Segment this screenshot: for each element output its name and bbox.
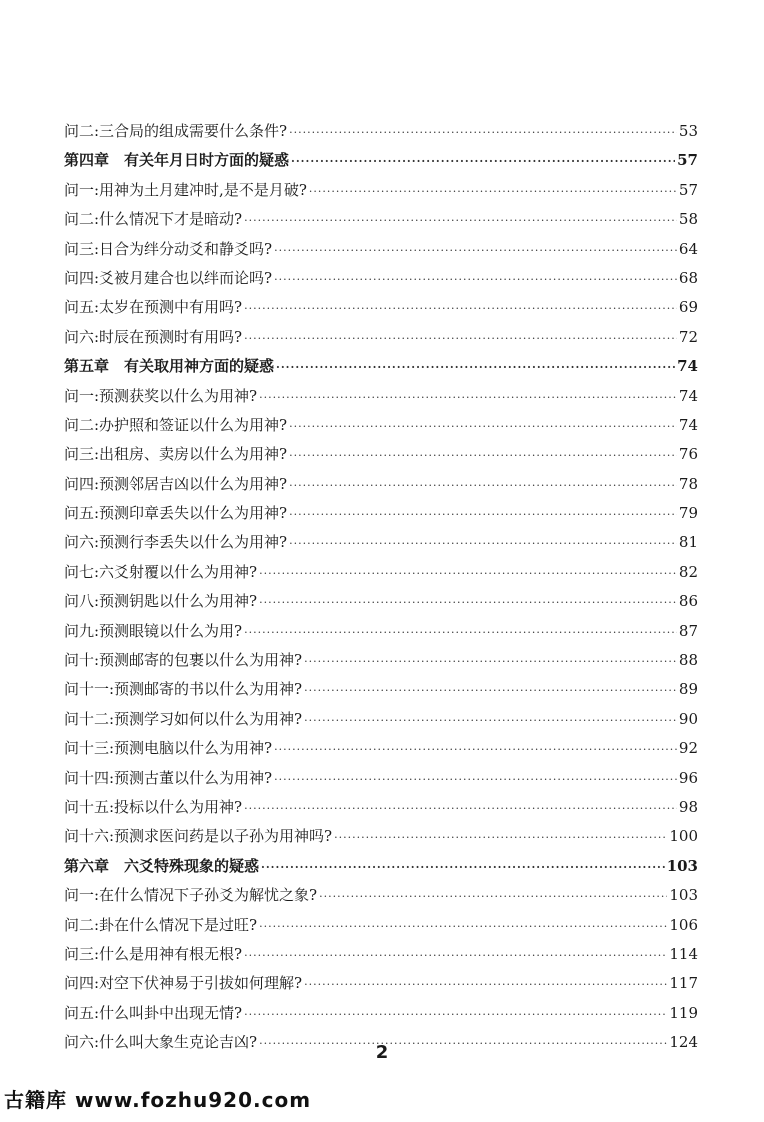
toc-entry-page: 98 <box>678 797 698 816</box>
toc-entry-page: 106 <box>669 915 698 934</box>
toc-entry-title: 问一:预测获奖以什么为用神? <box>64 386 258 405</box>
toc-entry-page: 103 <box>666 856 698 875</box>
toc-entry-page: 76 <box>678 445 698 464</box>
toc-entry-title: 问十四:预测古董以什么为用神? <box>64 768 273 787</box>
toc-entry <box>64 678 698 707</box>
toc-entry-page: 53 <box>678 122 698 140</box>
toc-entry-page: 64 <box>678 239 698 258</box>
toc-entry-page: 100 <box>669 827 698 846</box>
toc-entry <box>64 649 698 678</box>
toc-entry-title: 第五章 有关取用神方面的疑惑 <box>64 357 275 376</box>
toc-entry-title: 第四章 有关年月日时方面的疑惑 <box>64 151 290 170</box>
dot-leader <box>289 126 677 139</box>
dot-leader <box>259 567 677 580</box>
toc-entry <box>64 943 698 972</box>
toc-entry-page: 74 <box>678 415 698 434</box>
toc-entry-title: 问四:预测邻居吉凶以什么为用神? <box>64 474 288 493</box>
toc-entry-title: 第六章 六爻特殊现象的疑惑 <box>64 856 260 875</box>
toc-chapter-entry <box>64 855 698 884</box>
toc-entry-page: 57 <box>678 180 698 199</box>
toc-entry-title: 问一:用神为土月建冲时,是不是月破? <box>64 180 307 199</box>
dot-leader <box>304 714 677 727</box>
table-of-contents <box>64 120 698 1061</box>
toc-entry-title: 问十三:预测电脑以什么为用神? <box>64 739 273 758</box>
dot-leader <box>244 802 677 815</box>
dot-leader <box>304 655 677 668</box>
toc-entry-title: 问四:爻被月建合也以绊而论吗? <box>64 268 273 287</box>
dot-leader <box>289 449 677 462</box>
toc-entry-page: 117 <box>669 974 698 993</box>
toc-entry <box>64 120 698 149</box>
dot-leader <box>309 185 677 198</box>
dot-leader <box>289 479 677 492</box>
toc-entry-title: 问二:什么情况下才是暗动? <box>64 210 243 229</box>
toc-entry <box>64 179 698 208</box>
toc-chapter-entry <box>64 355 698 384</box>
toc-entry <box>64 238 698 267</box>
dot-leader <box>259 391 677 404</box>
toc-entry-title: 问六:时辰在预测时有用吗? <box>64 327 243 346</box>
toc-entry <box>64 620 698 649</box>
dot-leader <box>244 1008 667 1021</box>
dot-leader <box>289 537 677 550</box>
toc-entry <box>64 443 698 472</box>
toc-entry-page: 89 <box>678 680 698 699</box>
dot-leader <box>274 244 677 257</box>
toc-entry-title: 问八:预测钥匙以什么为用神? <box>64 592 258 611</box>
toc-entry <box>64 972 698 1001</box>
toc-entry-title: 问二:办护照和签证以什么为用神? <box>64 415 288 434</box>
toc-entry <box>64 825 698 854</box>
dot-leader <box>244 626 677 639</box>
toc-entry-page: 58 <box>678 210 698 229</box>
toc-entry-page: 68 <box>678 268 698 287</box>
toc-chapter-entry <box>64 149 698 178</box>
toc-entry <box>64 502 698 531</box>
toc-entry-title: 问六:什么叫大象生克论吉凶? <box>64 1033 258 1052</box>
toc-entry <box>64 414 698 443</box>
toc-entry <box>64 590 698 619</box>
toc-entry-page: 82 <box>678 562 698 581</box>
dot-leader <box>319 890 667 903</box>
toc-entry-page: 103 <box>669 886 698 905</box>
toc-entry-title: 问十一:预测邮寄的书以什么为用神? <box>64 680 303 699</box>
toc-entry <box>64 796 698 825</box>
toc-entry-title: 问七:六爻射覆以什么为用神? <box>64 562 258 581</box>
toc-entry-page: 124 <box>669 1033 698 1052</box>
toc-entry-page: 96 <box>678 768 698 787</box>
toc-entry <box>64 531 698 560</box>
toc-entry-page: 119 <box>669 1003 698 1022</box>
toc-entry-title: 问十:预测邮寄的包裹以什么为用神? <box>64 651 303 670</box>
dot-leader <box>276 361 675 374</box>
toc-entry-title: 问二:三合局的组成需要什么条件? <box>64 122 288 140</box>
dot-leader <box>274 773 677 786</box>
toc-entry-page: 88 <box>678 651 698 670</box>
toc-entry <box>64 208 698 237</box>
toc-entry-page: 81 <box>678 533 698 552</box>
toc-entry <box>64 767 698 796</box>
toc-entry-title: 问九:预测眼镜以什么为用? <box>64 621 243 640</box>
dot-leader <box>244 214 677 227</box>
toc-entry-title: 问二:卦在什么情况下是过旺? <box>64 915 258 934</box>
toc-entry-page: 74 <box>677 357 698 376</box>
dot-leader <box>274 273 677 286</box>
toc-entry <box>64 267 698 296</box>
toc-entry-title: 问十五:投标以什么为用神? <box>64 797 243 816</box>
toc-entry-title: 问三:什么是用神有根无根? <box>64 944 243 963</box>
toc-entry-page: 114 <box>669 944 698 963</box>
dot-leader <box>291 155 675 168</box>
toc-entry <box>64 326 698 355</box>
toc-entry-title: 问十二:预测学习如何以什么为用神? <box>64 709 303 728</box>
toc-entry <box>64 884 698 913</box>
dot-leader <box>289 420 677 433</box>
toc-entry <box>64 737 698 766</box>
dot-leader <box>304 684 677 697</box>
toc-entry-title: 问六:预测行李丢失以什么为用神? <box>64 533 288 552</box>
toc-entry-title: 问五:什么叫卦中出现无情? <box>64 1003 243 1022</box>
toc-entry <box>64 296 698 325</box>
toc-entry-page: 72 <box>678 327 698 346</box>
toc-entry-title: 问五:预测印章丢失以什么为用神? <box>64 504 288 523</box>
dot-leader <box>304 978 667 991</box>
toc-entry <box>64 473 698 502</box>
watermark-text: 古籍库 www.fozhu920.com <box>4 1088 312 1112</box>
toc-entry-page: 86 <box>678 592 698 611</box>
dot-leader <box>244 302 677 315</box>
dot-leader <box>259 596 677 609</box>
toc-entry-title: 问三:出租房、卖房以什么为用神? <box>64 445 288 464</box>
toc-entry-title: 问一:在什么情况下子孙爻为解忧之象? <box>64 886 318 905</box>
toc-entry-page: 92 <box>678 739 698 758</box>
dot-leader <box>289 508 677 521</box>
dot-leader <box>334 831 667 844</box>
dot-leader <box>259 920 667 933</box>
toc-entry-page: 57 <box>677 151 698 170</box>
toc-entry-page: 74 <box>678 386 698 405</box>
toc-entry-page: 69 <box>678 298 698 317</box>
dot-leader <box>244 332 677 345</box>
dot-leader <box>274 743 677 756</box>
toc-entry <box>64 385 698 414</box>
toc-entry-title: 问三:日合为绊分动爻和静爻吗? <box>64 239 273 258</box>
toc-entry <box>64 561 698 590</box>
dot-leader <box>244 949 667 962</box>
toc-entry <box>64 1002 698 1031</box>
dot-leader <box>261 861 665 874</box>
toc-entry-title: 问四:对空下伏神易于引拔如何理解? <box>64 974 303 993</box>
toc-entry-title: 问五:太岁在预测中有用吗? <box>64 298 243 317</box>
toc-entry-page: 90 <box>678 709 698 728</box>
page-number: 2 <box>375 1042 389 1063</box>
toc-entry-page: 78 <box>678 474 698 493</box>
toc-entry-page: 79 <box>678 504 698 523</box>
toc-entry <box>64 708 698 737</box>
toc-entry-title: 问十六:预测求医问药是以子孙为用神吗? <box>64 827 333 846</box>
toc-entry-page: 87 <box>678 621 698 640</box>
toc-entry <box>64 914 698 943</box>
